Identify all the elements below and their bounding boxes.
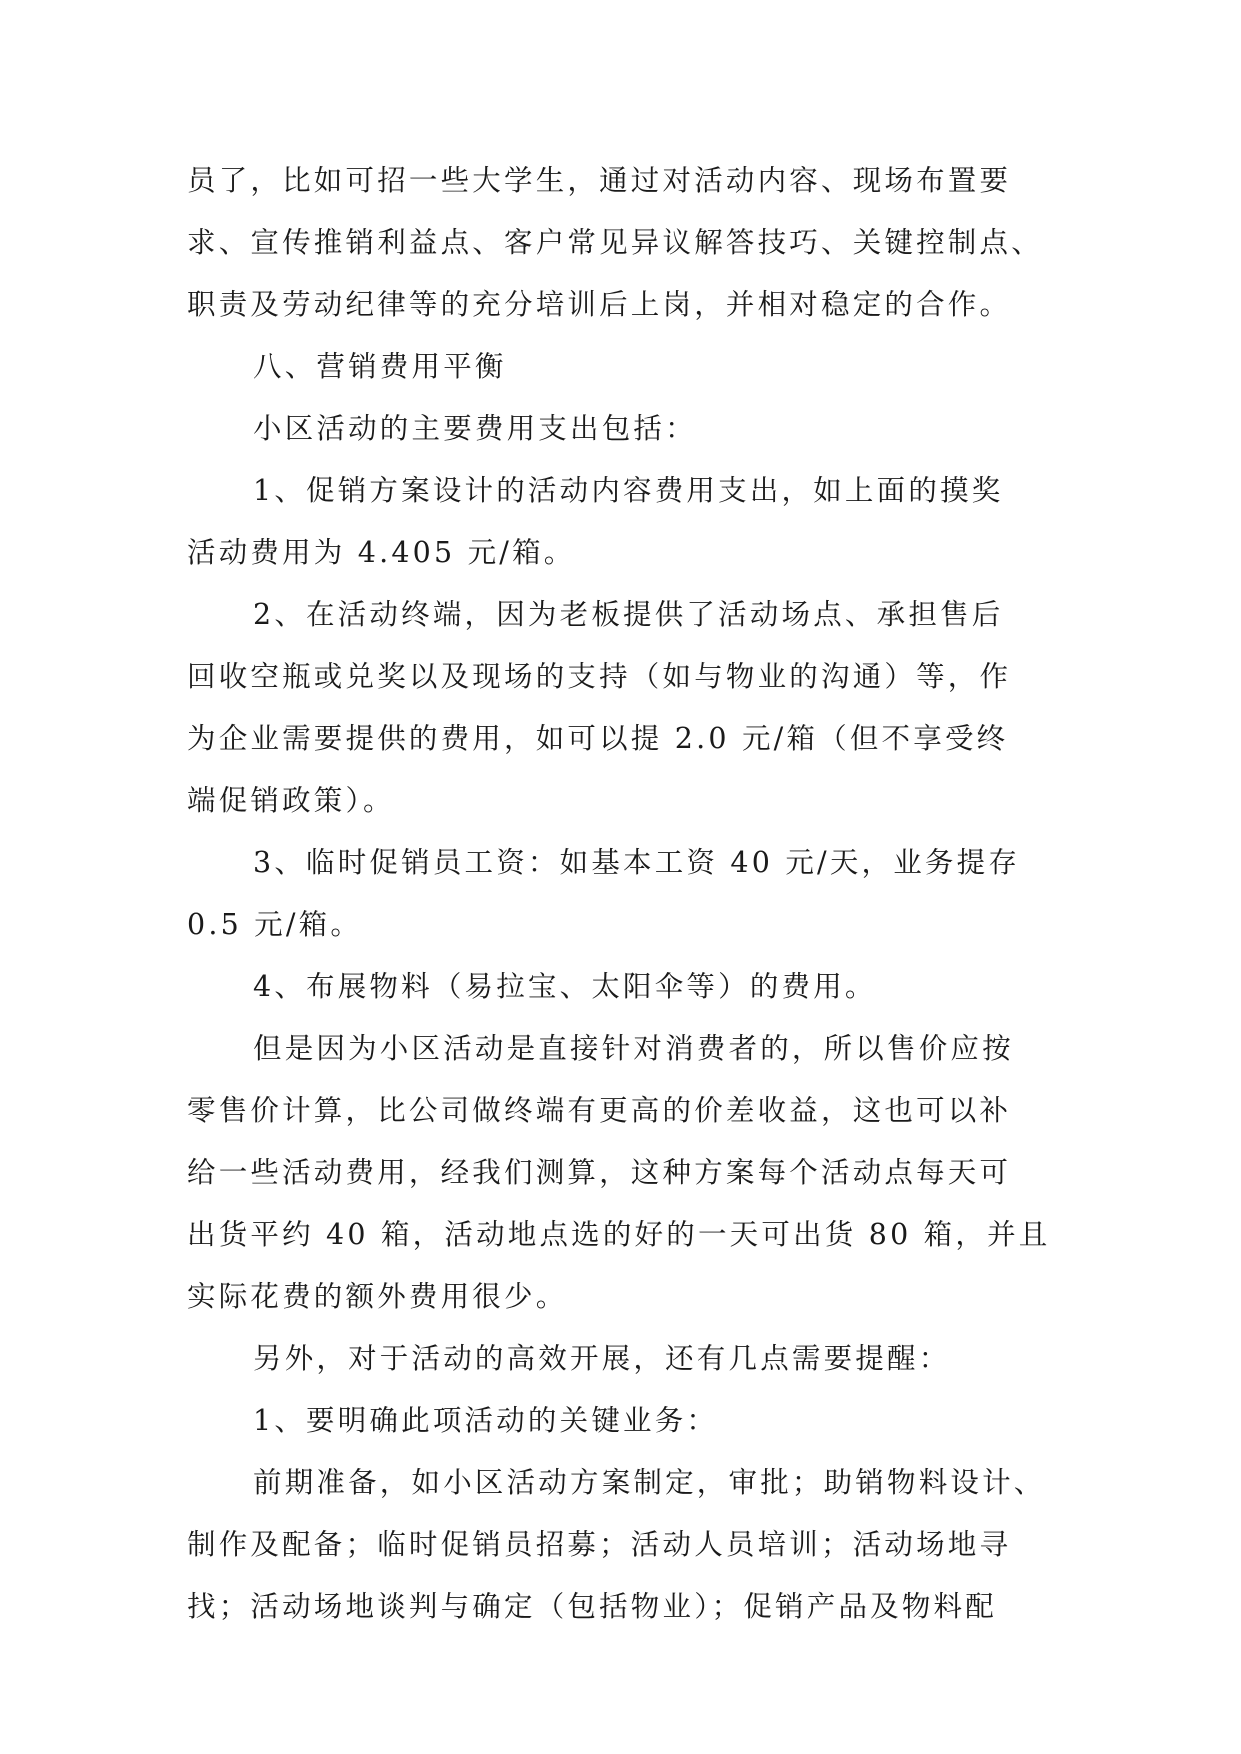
text-line: 为企业需要提供的费用，如可以提 2.0 元/箱（但不享受终 [187, 722, 1009, 755]
text-line: 1、要明确此项活动的关键业务： [253, 1404, 719, 1437]
text-line: 但是因为小区活动是直接针对消费者的，所以售价应按 [253, 1032, 1014, 1065]
text-line: 0.5 元/箱。 [187, 908, 363, 941]
text-line: 2、在活动终端，因为老板提供了活动场点、承担售后 [253, 598, 1004, 631]
text-line: 回收空瓶或兑奖以及现场的支持（如与物业的沟通）等，作 [187, 660, 1012, 693]
text-line: 小区活动的主要费用支出包括： [253, 412, 697, 445]
text-line: 给一些活动费用，经我们测算，这种方案每个活动点每天可 [187, 1156, 1012, 1189]
document-body [187, 150, 1067, 1638]
text-line: 前期准备，如小区活动方案制定，审批；助销物料设计、 [253, 1466, 1046, 1499]
text-line: 员了，比如可招一些大学生，通过对活动内容、现场布置要 [187, 164, 1012, 197]
text-line: 端促销政策）。 [187, 784, 395, 817]
text-line: 另外，对于活动的高效开展，还有几点需要提醒： [253, 1342, 951, 1375]
text-line: 1、促销方案设计的活动内容费用支出，如上面的摸奖 [253, 474, 1004, 507]
text-line: 制作及配备；临时促销员招募；活动人员培训；活动场地寻 [187, 1528, 1012, 1561]
text-line: 实际花费的额外费用很少。 [187, 1280, 568, 1313]
text-line: 4、布展物料（易拉宝、太阳伞等）的费用。 [253, 970, 877, 1003]
text-line: 活动费用为 4.405 元/箱。 [187, 536, 576, 569]
text-line: 出货平约 40 箱，活动地点选的好的一天可出货 80 箱，并且 [187, 1218, 1051, 1251]
text-line: 求、宣传推销利益点、客户常见异议解答技巧、关键控制点、 [187, 226, 1043, 259]
text-line: 3、临时促销员工资：如基本工资 40 元/天，业务提存 [253, 846, 1021, 879]
text-line: 零售价计算，比公司做终端有更高的价差收益，这也可以补 [187, 1094, 1012, 1127]
text-line: 八、营销费用平衡 [253, 350, 507, 383]
text-line: 找；活动场地谈判与确定（包括物业）；促销产品及物料配 [187, 1590, 997, 1623]
text-line: 职责及劳动纪律等的充分培训后上岗，并相对稳定的合作。 [187, 288, 1012, 321]
